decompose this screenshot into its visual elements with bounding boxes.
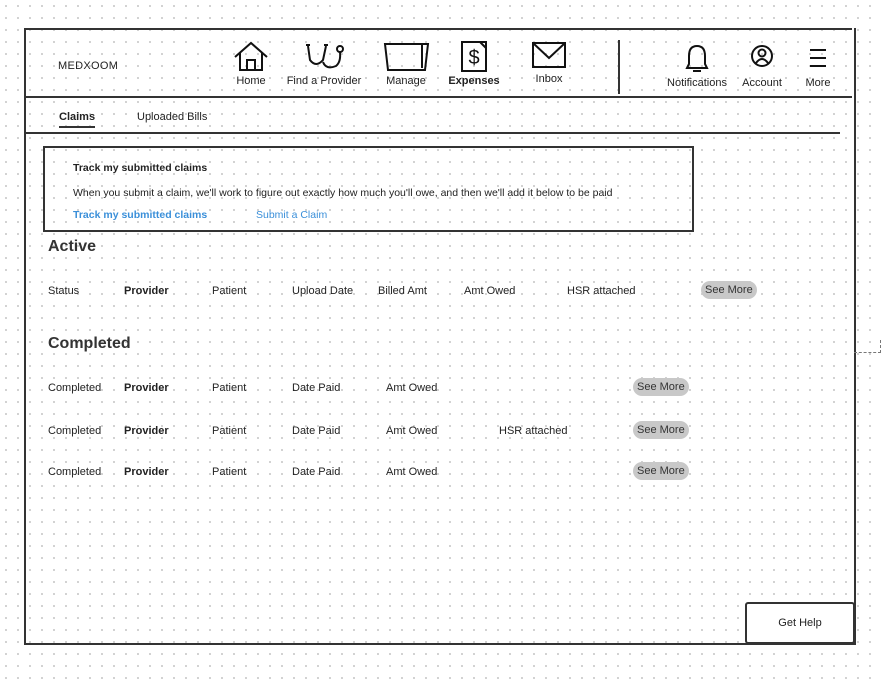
- submit-claim-link[interactable]: Submit a Claim: [256, 209, 328, 221]
- tab-bar: [26, 94, 840, 134]
- see-more-button[interactable]: See More: [633, 421, 689, 439]
- nav-home[interactable]: Home: [232, 40, 270, 87]
- cell-patient: Patient: [212, 382, 247, 394]
- cell-provider: Provider: [124, 285, 169, 297]
- nav-notifications[interactable]: Notifications: [665, 42, 729, 89]
- cell-hsr: HSR attached: [499, 425, 568, 437]
- menu-icon: [803, 42, 833, 74]
- cell-status: Completed: [48, 425, 102, 437]
- header-divider: [618, 40, 620, 94]
- cell-patient: Patient: [212, 425, 247, 437]
- see-more-button[interactable]: See More: [701, 281, 757, 299]
- logo: MEDXOOM: [58, 60, 119, 72]
- nav-account[interactable]: Account: [741, 42, 783, 89]
- cell-date-paid: Date Paid: [292, 382, 341, 394]
- nav-inbox[interactable]: Inbox: [530, 40, 568, 85]
- cell-hsr: HSR attached: [567, 285, 636, 297]
- account-icon: [741, 42, 783, 74]
- cell-upload-date: Upload Date: [292, 285, 354, 297]
- track-claims-card: [43, 146, 694, 232]
- cell-amt-owed: Amt Owed: [386, 382, 438, 394]
- track-claims-link[interactable]: Track my submitted claims: [73, 209, 208, 221]
- nav-expenses[interactable]: $ Expenses: [448, 40, 500, 87]
- cell-status: Completed: [48, 382, 102, 394]
- get-help-button[interactable]: Get Help: [745, 602, 855, 644]
- cell-patient: Patient: [212, 466, 247, 478]
- mail-icon: [530, 40, 568, 70]
- cell-status: Status: [48, 285, 80, 297]
- cell-billed-amt: Billed Amt: [378, 285, 427, 297]
- tab-claims[interactable]: Claims: [59, 111, 96, 123]
- nav-manage[interactable]: Manage: [382, 40, 430, 87]
- card-title: Track my submitted claims: [73, 162, 208, 174]
- cell-amt-owed: Amt Owed: [464, 285, 516, 297]
- card-description: When you submit a claim, we'll work to figure out exactly how much you'll owe, and then we'll add it below to be paid: [73, 187, 613, 199]
- svg-text:$: $: [468, 47, 480, 69]
- cell-date-paid: Date Paid: [292, 466, 341, 478]
- active-heading: Active: [48, 238, 97, 255]
- stethoscope-icon: [286, 40, 362, 72]
- home-icon: [232, 40, 270, 72]
- nav-more[interactable]: More: [803, 42, 833, 89]
- cell-provider: Provider: [124, 466, 169, 478]
- bell-icon: [665, 42, 729, 74]
- cell-date-paid: Date Paid: [292, 425, 341, 437]
- nav-find-provider[interactable]: Find a Provider: [286, 40, 362, 87]
- cell-patient: Patient: [212, 285, 247, 297]
- see-more-button[interactable]: See More: [633, 462, 689, 480]
- cell-provider: Provider: [124, 382, 169, 394]
- folder-icon: [382, 40, 430, 72]
- see-more-button[interactable]: See More: [633, 378, 689, 396]
- cell-amt-owed: Amt Owed: [386, 425, 438, 437]
- cell-amt-owed: Amt Owed: [386, 466, 438, 478]
- bill-icon: [448, 40, 500, 72]
- cell-status: Completed: [48, 466, 102, 478]
- completed-heading: Completed: [48, 335, 131, 352]
- tab-uploaded-bills[interactable]: Uploaded Bills: [137, 111, 208, 123]
- cell-provider: Provider: [124, 425, 169, 437]
- canvas-guide: [854, 340, 881, 353]
